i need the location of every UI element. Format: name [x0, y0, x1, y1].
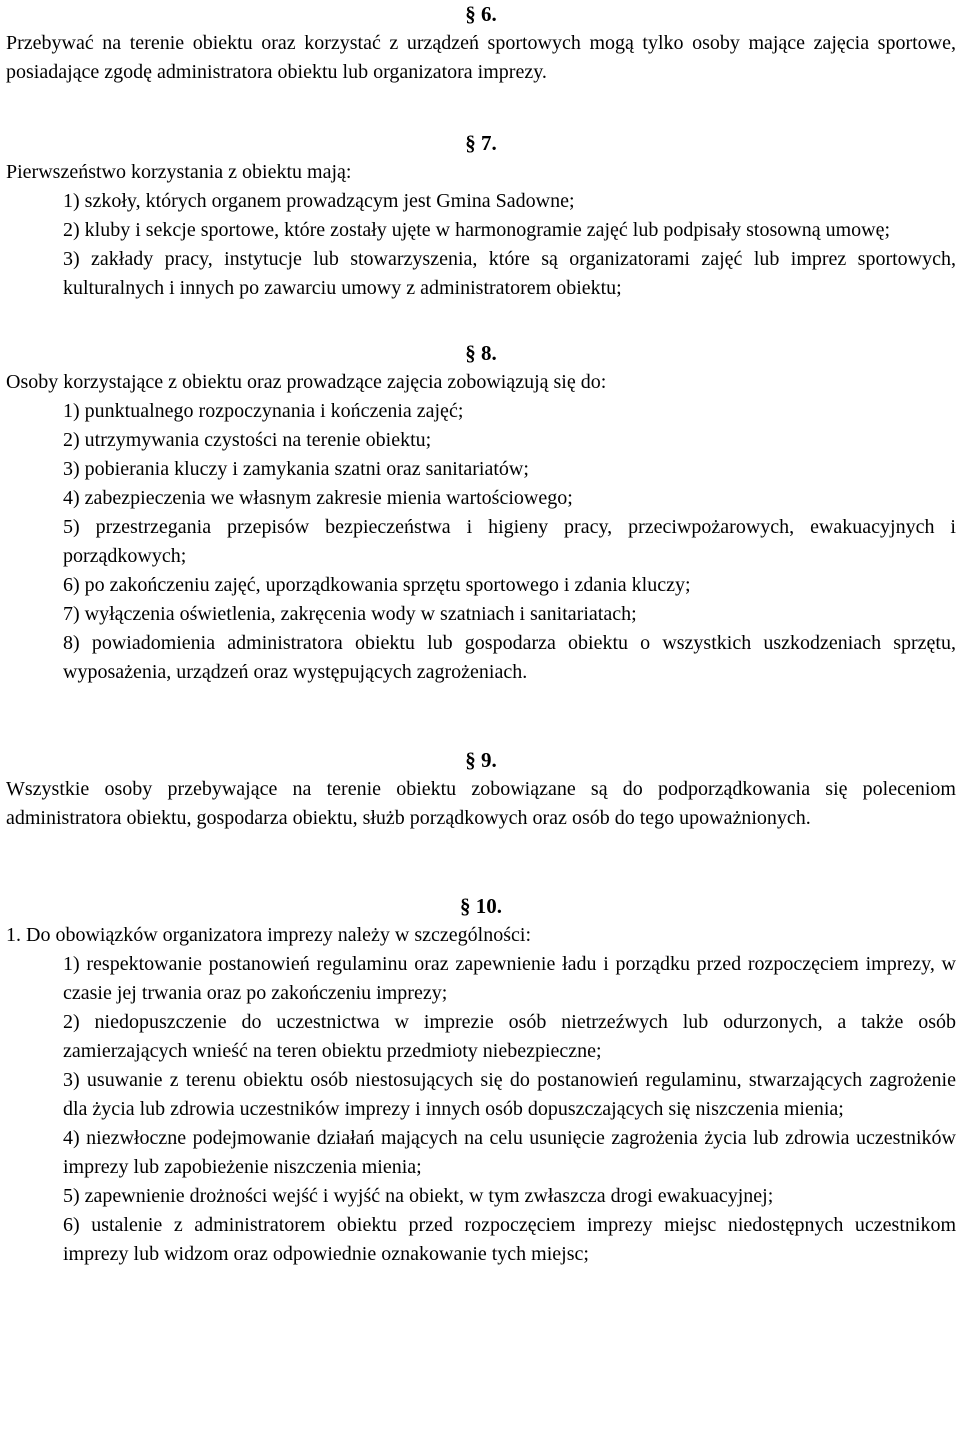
- section-8-intro: Osoby korzystające z obiektu oraz prowadzące zajęcia zobowiązują się do:: [6, 371, 607, 393]
- section-8-item: 6) po zakończeniu zajęć, uporządkowania sprzętu sportowego i zdania kluczy;: [63, 574, 691, 596]
- section-10-item: 3) usuwanie z terenu obiektu osób niestosujących się do postanowień regulaminu, stwarzających zagrożenie dla życia lub zdrowia uczestników imprezy i innych osób dopuszczających się niszczenia mienia;: [63, 1069, 956, 1120]
- section-10-item: 4) niezwłoczne podejmowanie działań mających na celu usunięcie zagrożenia życia lub zdrowia uczestników imprezy lub zapobieżenie niszczenia mienia;: [63, 1127, 956, 1178]
- section-8-item: 2) utrzymywania czystości na terenie obiektu;: [63, 429, 432, 451]
- section-7: [6, 129, 956, 303]
- section-8: [6, 339, 956, 687]
- section-8-item: 8) powiadomienia administratora obiektu lub gospodarza obiektu o wszystkich uszkodzeniach sprzętu, wyposażenia, urządzeń oraz występujących zagrożeniach.: [63, 632, 956, 683]
- section-7-item: 3) zakłady pracy, instytucje lub stowarzyszenia, które są organizatorami zajęć lub imprez sportowych, kulturalnych i innych po zawarciu umowy z administratorem obiektu;: [63, 248, 956, 299]
- section-8-item: 7) wyłączenia oświetlenia, zakręcenia wody w szatniach i sanitariatach;: [63, 603, 637, 625]
- section-10-heading: § 10.: [460, 894, 502, 918]
- section-9-text: Wszystkie osoby przebywające na terenie obiektu zobowiązane są do podporządkowania się poleceniom administratora obiektu, gospodarza obiektu, służb porządkowych oraz osób do tego upoważnionych.: [6, 778, 956, 829]
- section-7-intro: Pierwszeństwo korzystania z obiektu mają:: [6, 161, 352, 183]
- section-9-heading: § 9.: [465, 748, 497, 772]
- section-8-heading: § 8.: [465, 341, 497, 365]
- section-7-item: 1) szkoły, których organem prowadzącym jest Gmina Sadowne;: [63, 190, 575, 212]
- section-10-intro: 1. Do obowiązków organizatora imprezy należy w szczególności:: [6, 924, 531, 946]
- section-7-heading: § 7.: [465, 131, 497, 155]
- section-9: [6, 746, 956, 833]
- section-10-item: 1) respektowanie postanowień regulaminu oraz zapewnienie ładu i porządku przed rozpoczęciem imprezy, w czasie jej trwania oraz po zakończeniu imprezy;: [63, 953, 956, 1004]
- section-6-text: Przebywać na terenie obiektu oraz korzystać z urządzeń sportowych mogą tylko osoby mające zajęcia sportowe, posiadające zgodę administratora obiektu lub organizatora imprezy.: [6, 32, 956, 83]
- section-8-item: 5) przestrzegania przepisów bezpieczeństwa i higieny pracy, przeciwpożarowych, ewakuacyjnych i porządkowych;: [63, 516, 956, 567]
- section-6-heading: § 6.: [465, 2, 497, 26]
- section-8-item: 3) pobierania kluczy i zamykania szatni oraz sanitariatów;: [63, 458, 529, 480]
- section-6: [6, 0, 956, 87]
- section-7-item: 2) kluby i sekcje sportowe, które zostały ujęte w harmonogramie zajęć lub podpisały stosowną umowę;: [63, 219, 891, 241]
- section-10-item: 6) ustalenie z administratorem obiektu przed rozpoczęciem imprezy miejsc niedostępnych uczestnikom imprezy lub widzom oraz odpowiednie oznakowanie tych miejsc;: [63, 1214, 956, 1265]
- section-10-item: 2) niedopuszczenie do uczestnictwa w imprezie osób nietrzeźwych lub odurzonych, a także osób zamierzających wnieść na teren obiektu przedmioty niebezpieczne;: [63, 1011, 956, 1062]
- section-10-item: 5) zapewnienie drożności wejść i wyjść na obiekt, w tym zwłaszcza drogi ewakuacyjnej;: [63, 1185, 774, 1207]
- section-8-item: 4) zabezpieczenia we własnym zakresie mienia wartościowego;: [63, 487, 573, 509]
- section-8-item: 1) punktualnego rozpoczynania i kończenia zajęć;: [63, 400, 464, 422]
- section-10: [6, 892, 956, 1269]
- regulation-document: [6, 0, 956, 1269]
